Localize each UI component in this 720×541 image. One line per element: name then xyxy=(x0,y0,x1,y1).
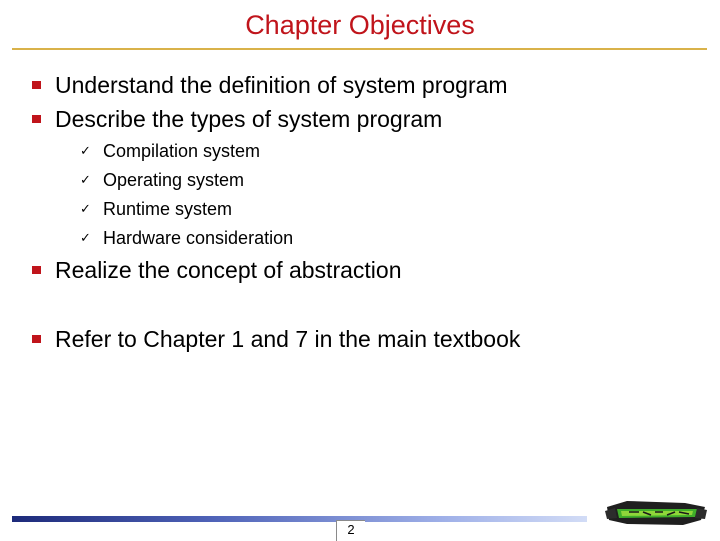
sub-item-text: Compilation system xyxy=(103,140,261,161)
sub-item xyxy=(80,226,293,250)
bullet-text: Realize the concept of abstraction xyxy=(55,256,402,283)
slide-title: Chapter Objectives xyxy=(245,10,475,40)
footer-gradient-bar xyxy=(12,516,587,522)
sub-item-text: Runtime system xyxy=(103,198,233,219)
logo-icon xyxy=(603,498,709,528)
title-divider xyxy=(12,48,707,50)
bullet-text: Describe the types of system program xyxy=(55,105,443,132)
sub-item xyxy=(80,168,244,192)
bullet-text: Refer to Chapter 1 and 7 in the main textbook xyxy=(55,325,521,352)
square-bullet-icon xyxy=(32,266,41,274)
bullet-item xyxy=(32,70,508,100)
square-bullet-icon xyxy=(32,115,41,123)
bullet-item xyxy=(32,104,442,134)
sub-item xyxy=(80,197,232,221)
sub-item xyxy=(80,139,260,163)
checkmark-icon: ✓ xyxy=(80,230,91,245)
bullet-item xyxy=(32,255,401,285)
checkmark-icon: ✓ xyxy=(80,143,91,158)
page-number: 2 xyxy=(336,520,365,541)
square-bullet-icon xyxy=(32,81,41,89)
checkmark-icon: ✓ xyxy=(80,172,91,187)
sub-item-text: Operating system xyxy=(103,169,245,190)
bullet-text: Understand the definition of system program xyxy=(55,71,508,98)
checkmark-icon: ✓ xyxy=(80,201,91,216)
square-bullet-icon xyxy=(32,335,41,343)
sub-item-text: Hardware consideration xyxy=(103,227,294,248)
bullet-item xyxy=(32,324,520,354)
